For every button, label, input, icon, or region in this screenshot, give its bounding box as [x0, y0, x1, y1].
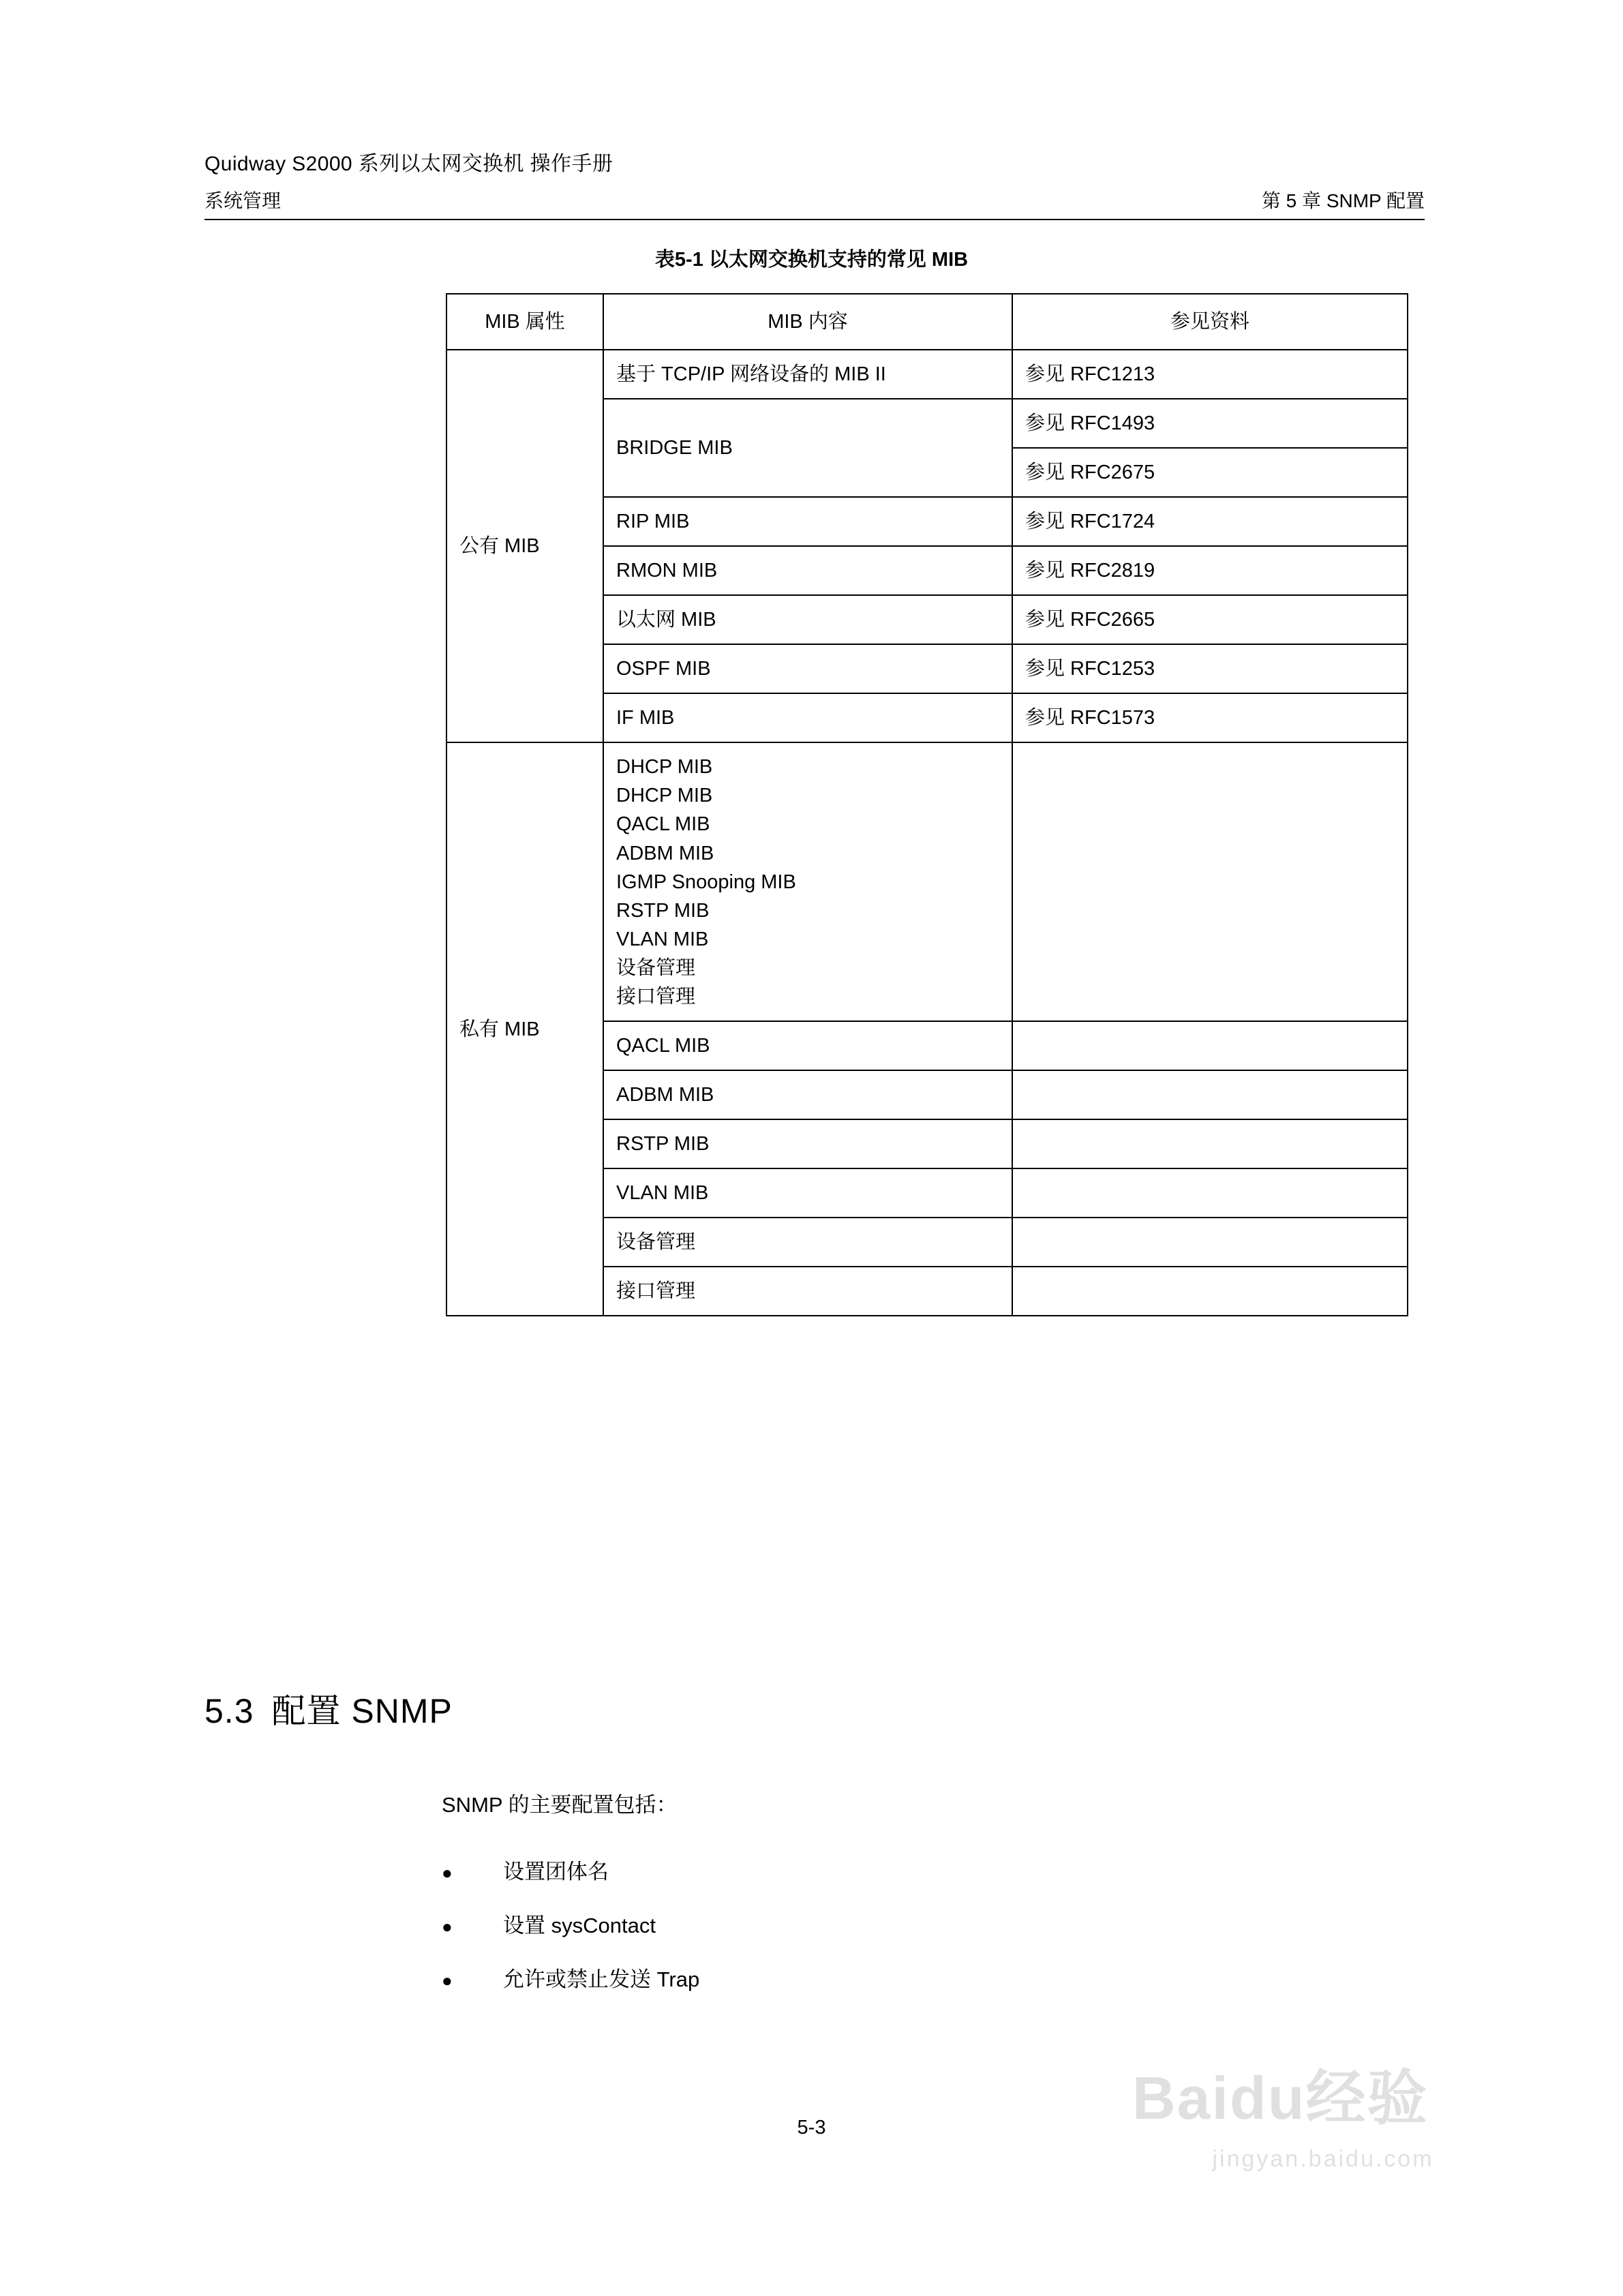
- mib-reference-empty: [1012, 742, 1408, 1021]
- column-header-attr: MIB 属性: [446, 294, 603, 350]
- mib-reference: 参见 RFC2819: [1012, 546, 1408, 595]
- group-label-public: 公有 MIB: [446, 350, 603, 742]
- mib-reference-empty: [1012, 1021, 1408, 1070]
- mib-reference: 参见 RFC1213: [1012, 350, 1408, 399]
- mib-content: 设备管理: [616, 956, 696, 979]
- mib-reference-empty: [1012, 1119, 1408, 1168]
- mib-content: RSTP MIB: [603, 1119, 1012, 1168]
- mib-content: OSPF MIB: [603, 644, 1012, 693]
- mib-content: VLAN MIB: [616, 928, 709, 950]
- section-title-text: 配置 SNMP: [271, 1692, 453, 1730]
- mib-content: 接口管理: [616, 985, 696, 1008]
- table-caption: 表5-1 以太网交换机支持的常见 MIB: [654, 249, 969, 271]
- list-item: [442, 1908, 1260, 1962]
- mib-reference: 参见 RFC1493: [1012, 399, 1408, 448]
- list-item-label: 允许或禁止发送 Trap: [503, 1967, 700, 1991]
- page-header: [204, 147, 1425, 220]
- column-header-content: MIB 内容: [603, 294, 1012, 350]
- bullet-dot-icon: ●: [442, 1916, 453, 1937]
- mib-reference: 参见 RFC2675: [1012, 448, 1408, 497]
- mib-reference-empty: [1012, 1218, 1408, 1267]
- section-intro-paragraph: SNMP 的主要配置包括：: [442, 1793, 678, 1817]
- mib-content: 设备管理: [603, 1218, 1012, 1267]
- mib-content: 接口管理: [603, 1267, 1012, 1316]
- watermark-sub-text: jingyan.baidu.com: [1212, 2146, 1434, 2172]
- mib-reference-empty: [1012, 1267, 1408, 1316]
- watermark-main-text: Baidu经验: [1132, 2064, 1429, 2132]
- list-item: [442, 1854, 1260, 1908]
- group-label-private: 私有 MIB: [446, 742, 603, 1316]
- mib-content: RIP MIB: [603, 497, 1012, 546]
- list-item: [442, 1962, 1260, 2016]
- list-item-label: 设置 sysContact: [503, 1914, 656, 1937]
- bullet-list: [442, 1854, 1260, 2016]
- mib-content: QACL MIB: [616, 813, 710, 836]
- mib-content: 以太网 MIB: [603, 595, 1012, 644]
- table-row: [446, 350, 1408, 399]
- mib-reference: 参见 RFC1253: [1012, 644, 1408, 693]
- header-manual-title: Quidway S2000 系列以太网交换机 操作手册: [204, 153, 613, 175]
- mib-content: RMON MIB: [603, 546, 1012, 595]
- mib-reference: 参见 RFC1573: [1012, 693, 1408, 742]
- table-header-row: [446, 294, 1408, 350]
- header-left-text: 系统管理: [204, 190, 282, 211]
- list-item-label: 设置团体名: [503, 1860, 609, 1884]
- mib-content-stack: [603, 742, 1012, 1021]
- mib-content: 基于 TCP/IP 网络设备的 MIB II: [603, 350, 1012, 399]
- section-heading: [204, 1684, 453, 1733]
- page-footer: [0, 2117, 1623, 2139]
- mib-content: DHCP MIB: [616, 785, 713, 807]
- header-right-text: 第 5 章 SNMP 配置: [1261, 190, 1425, 211]
- column-header-ref: 参见资料: [1012, 294, 1408, 350]
- mib-content: IF MIB: [603, 693, 1012, 742]
- mib-content: ADBM MIB: [616, 842, 714, 864]
- bullet-dot-icon: ●: [442, 1862, 453, 1883]
- mib-content: VLAN MIB: [603, 1168, 1012, 1218]
- header-running-titles: [204, 186, 1425, 220]
- page-number: 5-3: [797, 2117, 826, 2139]
- mib-reference: 参见 RFC2665: [1012, 595, 1408, 644]
- mib-content: IGMP Snooping MIB: [616, 871, 796, 893]
- mib-content: QACL MIB: [603, 1021, 1012, 1070]
- mib-table: [446, 293, 1408, 1316]
- mib-content: DHCP MIB: [616, 756, 713, 779]
- mib-content: RSTP MIB: [616, 899, 710, 922]
- mib-reference-empty: [1012, 1168, 1408, 1218]
- mib-reference: 参见 RFC1724: [1012, 497, 1408, 546]
- bullet-dot-icon: ●: [442, 1970, 453, 1991]
- section-number: 5.3: [204, 1692, 254, 1730]
- table-row: [446, 742, 1408, 1021]
- mib-content: ADBM MIB: [603, 1070, 1012, 1119]
- mib-content: BRIDGE MIB: [603, 399, 1012, 497]
- mib-reference-empty: [1012, 1070, 1408, 1119]
